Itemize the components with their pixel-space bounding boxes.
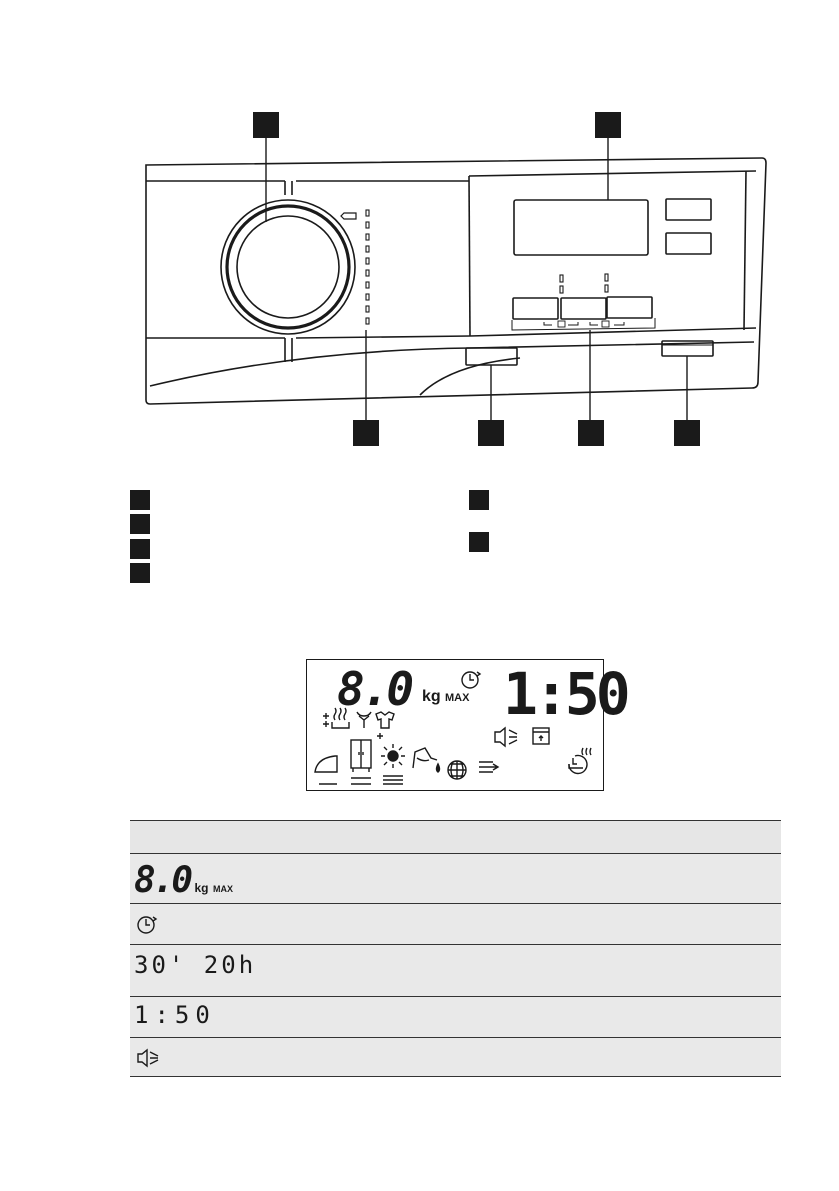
filter-icon: [448, 761, 466, 779]
delay-clock-icon: [462, 672, 480, 688]
shirt-icon: [376, 712, 394, 728]
sound-off-icon: [136, 1048, 164, 1068]
steam-timer-icon: [569, 748, 591, 773]
display-weight-unit: kg: [422, 688, 441, 705]
callout-marker-2: [595, 112, 621, 138]
row-weight-unit: kg: [194, 881, 209, 895]
row-weight-max: MAX: [212, 884, 233, 894]
legend-marker-1: [130, 490, 150, 510]
delay-clock-icon: [136, 912, 162, 936]
table-header: [130, 820, 781, 853]
callout-marker-3: [353, 420, 379, 446]
table-row: [130, 853, 781, 904]
legend-marker-5: [469, 490, 489, 510]
legend-marker-4: [130, 563, 150, 583]
table-row: [130, 944, 781, 997]
wardrobe-icon: [351, 740, 371, 784]
callout-marker-4: [478, 420, 504, 446]
extra-dry-icon: [377, 733, 405, 784]
steam-icon: [332, 708, 349, 728]
row-weight-symbol: [134, 860, 233, 901]
row-delay-range: 30' 20h: [134, 951, 257, 979]
button-top-right-1: [666, 199, 711, 220]
legend-marker-6: [469, 532, 489, 552]
table-row: [130, 1037, 781, 1077]
control-panel-diagram: [0, 0, 839, 460]
display-time-value: 1:50: [503, 660, 627, 728]
spin-icon: [357, 712, 371, 728]
display-icons: [307, 660, 605, 792]
program-dial: [221, 200, 355, 334]
display-weight-value: 8.0: [337, 662, 412, 716]
table-row: [130, 903, 781, 945]
row-weight-digits: 8.0: [134, 860, 191, 901]
display-detail: [306, 659, 627, 791]
callout-marker-5: [578, 420, 604, 446]
row-time-value: 1:50: [134, 1001, 216, 1029]
iron-icon: [315, 756, 337, 784]
sound-off-icon: [495, 728, 517, 746]
button-option-1: [513, 298, 558, 319]
legend-marker-2: [130, 514, 150, 534]
program-lights: [366, 210, 369, 324]
table-row: [130, 996, 781, 1038]
button-option-3: [607, 297, 652, 318]
callout-marker-1: [253, 112, 279, 138]
airflow-icon: [479, 762, 498, 772]
water-tank-icon: [413, 748, 440, 772]
button-top-right-2: [666, 233, 711, 254]
door-lock-icon: [533, 728, 549, 744]
temp-plusminus-icon: [323, 713, 329, 727]
display-weight-max: MAX: [445, 692, 470, 704]
button-option-2: [561, 298, 606, 319]
panel-display: [514, 200, 648, 255]
table-bottom-rule: [130, 1076, 781, 1077]
legend-marker-3: [130, 539, 150, 559]
callout-marker-6: [674, 420, 700, 446]
